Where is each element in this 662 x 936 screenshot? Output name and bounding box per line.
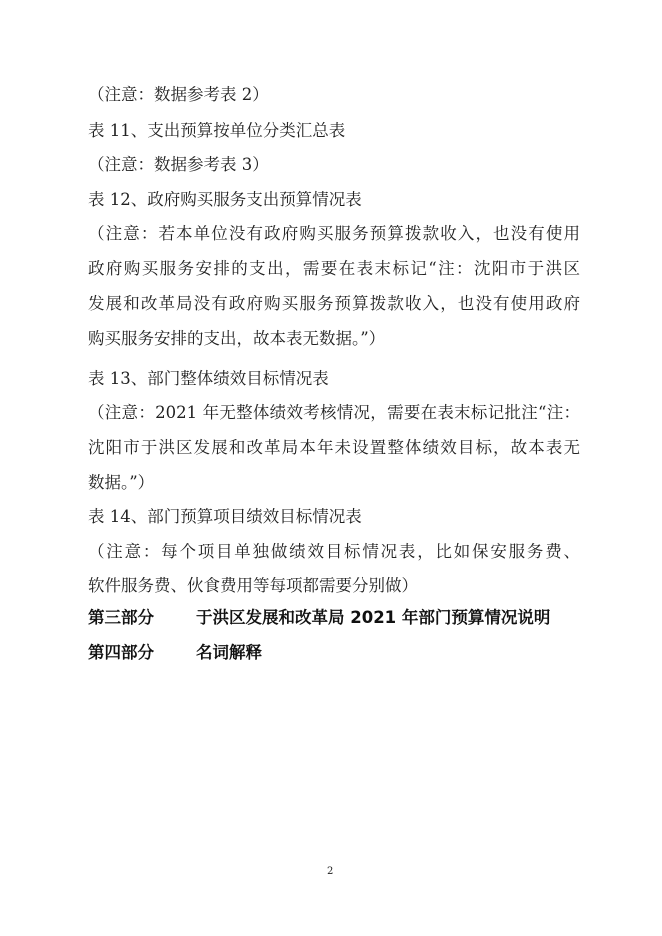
part-four-heading bbox=[88, 643, 262, 663]
part-label: 第三部分 bbox=[88, 608, 154, 627]
note-table-3: （注意：数据参考表 3） bbox=[88, 155, 269, 174]
note-table-13-line: （注意：2021 年无整体绩效考核情况，需要在表末标记批注“注： bbox=[88, 403, 580, 422]
table-13-heading: 表 13、部门整体绩效目标情况表 bbox=[88, 369, 329, 388]
part-three-heading bbox=[88, 608, 550, 628]
note-table-12-line: 政府购买服务安排的支出，需要在表末标记“注：沈阳市于洪区 bbox=[88, 259, 580, 278]
table-14-heading: 表 14、部门预算项目绩效目标情况表 bbox=[88, 507, 362, 526]
part-label: 第四部分 bbox=[88, 643, 154, 662]
note-table-12-line: 发展和改革局没有政府购买服务预算拨款收入，也没有使用政府 bbox=[88, 294, 580, 313]
note-table-14-line: （注意：每个项目单独做绩效目标情况表，比如保安服务费、 bbox=[88, 542, 580, 561]
note-table-12-line: 购买服务安排的支出，故本表无数据。”） bbox=[88, 329, 386, 348]
table-11-heading: 表 11、支出预算按单位分类汇总表 bbox=[88, 121, 346, 140]
note-table-13-line: 数据。”） bbox=[88, 473, 155, 492]
part-title: 名词解释 bbox=[196, 643, 262, 662]
note-table-12-line: （注意：若本单位没有政府购买服务预算拨款收入，也没有使用 bbox=[88, 224, 580, 243]
page-number: 2 bbox=[327, 866, 334, 877]
table-12-heading: 表 12、政府购买服务支出预算情况表 bbox=[88, 190, 362, 209]
part-title: 于洪区发展和改革局 2021 年部门预算情况说明 bbox=[196, 608, 551, 627]
note-table-2: （注意：数据参考表 2） bbox=[88, 85, 269, 104]
note-table-13-line: 沈阳市于洪区发展和改革局本年未设置整体绩效目标，故本表无 bbox=[88, 438, 580, 457]
note-table-14-line: 软件服务费、伙食费用等每项都需要分别做） bbox=[88, 576, 418, 595]
